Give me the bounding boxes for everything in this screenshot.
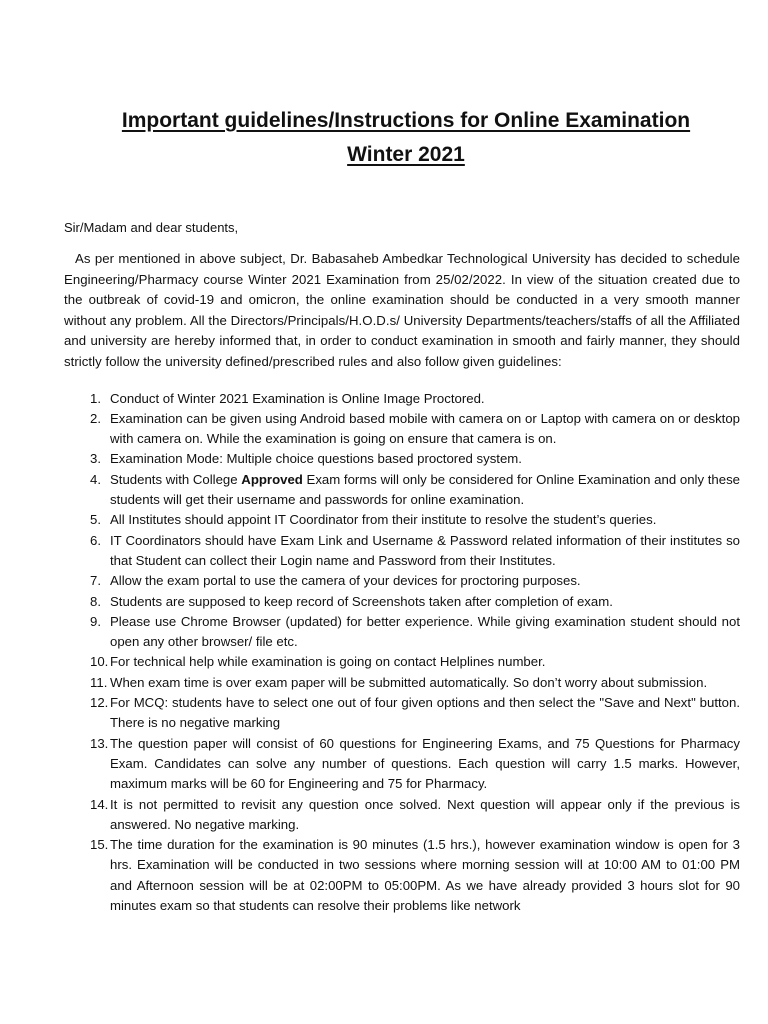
item-number: 5. bbox=[90, 512, 101, 528]
list-item bbox=[64, 592, 740, 612]
item-number: 11. bbox=[90, 674, 108, 690]
page-title bbox=[64, 104, 740, 172]
item-text: For MCQ: students have to select one out of four given options and then select the "Save and Next" button. There is no negative marking bbox=[110, 695, 740, 731]
item-text: Examination can be given using Android based mobile with camera on or Laptop with camera on or desktop with camera on. While the examination is going on ensure that camera is on. bbox=[110, 410, 740, 447]
list-item bbox=[64, 734, 740, 795]
item-number: 1. bbox=[90, 390, 101, 406]
item-number: 4. bbox=[90, 471, 101, 487]
item-number: 2. bbox=[90, 410, 101, 426]
item-text: The time duration for the examination is 90 minutes (1.5 hrs.), however examination window is open for 3 hrs. Examination will be conducted in two sessions where morning session will at 10:00 AM to 01:00 PM and Afternoon session will be at 02:00PM to 05:00PM. As we have already provided 3 hours slot for 90 minutes exam so that students can resolve their problems like network bbox=[110, 837, 740, 913]
item-number: 12. bbox=[90, 695, 109, 711]
salutation: Sir/Madam and dear students, bbox=[64, 220, 239, 235]
list-item bbox=[64, 693, 740, 734]
item-text: Allow the exam portal to use the camera of your devices for proctoring purposes. bbox=[110, 573, 581, 589]
intro-paragraph: As per mentioned in above subject, Dr. Babasaheb Ambedkar Technological University has decided to schedule Engineering/Pharmacy course Winter 2021 Examination from 25/02/2022. In view of the situation created due to the outbreak of covid-19 and omicron, the online examination should be conducted in a very smooth manner without any problem. All the Directors/Principals/H.O.D.s/ University Departments/teachers/staffs of all the Affiliated and university are hereby informed that, in order to conduct examination in smooth and fairly manner, they should strictly follow the university defined/prescribed rules and also follow given guidelines: bbox=[64, 251, 740, 369]
item-text: Students are supposed to keep record of Screenshots taken after completion of exam. bbox=[110, 593, 613, 609]
list-item bbox=[64, 449, 740, 469]
item-number: 10. bbox=[90, 654, 109, 670]
list-item bbox=[64, 510, 740, 530]
item-text-post: Exam forms will only be considered for Online Examination and only these students will get their username and passwords for online examination. bbox=[110, 471, 740, 508]
list-item bbox=[64, 612, 740, 653]
item-text: The question paper will consist of 60 questions for Engineering Exams, and 75 Questions for Pharmacy Exam. Candidates can solve any number of questions. Each question will carry 1.5 marks. However, maximum marks will be 60 for Engineering and 75 for Pharmacy. bbox=[110, 735, 740, 792]
item-number: 8. bbox=[90, 593, 101, 609]
list-item bbox=[64, 673, 740, 693]
approved-emphasis: Approved bbox=[241, 471, 303, 487]
item-number: 15. bbox=[90, 837, 109, 853]
list-item bbox=[64, 835, 740, 916]
item-text-pre: Students with College bbox=[110, 471, 242, 487]
list-item bbox=[64, 409, 740, 450]
title-line-2: Winter 2021 bbox=[347, 143, 465, 166]
item-text: All Institutes should appoint IT Coordinator from their institute to resolve the student’s queries. bbox=[110, 512, 657, 528]
item-text: Examination Mode: Multiple choice questions based proctored system. bbox=[110, 451, 522, 467]
item-number: 9. bbox=[90, 613, 101, 629]
list-item bbox=[64, 571, 740, 591]
item-text: When exam time is over exam paper will be submitted automatically. So don’t worry about submission. bbox=[110, 674, 708, 690]
item-text: Conduct of Winter 2021 Examination is Online Image Proctored. bbox=[110, 390, 485, 406]
list-item bbox=[64, 389, 740, 409]
title-line-1: Important guidelines/Instructions for Online Examination bbox=[121, 109, 691, 132]
list-item bbox=[64, 470, 740, 511]
list-item bbox=[64, 795, 740, 836]
list-item bbox=[64, 652, 740, 672]
item-text: IT Coordinators should have Exam Link and Username & Password related information of their institutes so that Student can collect their Login name and Password from their Institutes. bbox=[110, 532, 740, 568]
item-text: For technical help while examination is going on contact Helplines number. bbox=[110, 654, 546, 670]
guidelines-list bbox=[64, 389, 740, 917]
item-number: 14. bbox=[90, 796, 109, 812]
item-text: It is not permitted to revisit any question once solved. Next question will appear only if the previous is answered. No negative marking. bbox=[110, 796, 740, 832]
list-item bbox=[64, 531, 740, 572]
item-number: 7. bbox=[90, 573, 101, 589]
item-text bbox=[110, 470, 740, 511]
item-number: 6. bbox=[90, 532, 101, 548]
item-number: 3. bbox=[90, 451, 101, 467]
item-number: 13. bbox=[90, 735, 109, 751]
item-text: Please use Chrome Browser (updated) for better experience. While giving examination student should not open any other browser/ file etc. bbox=[110, 613, 740, 650]
